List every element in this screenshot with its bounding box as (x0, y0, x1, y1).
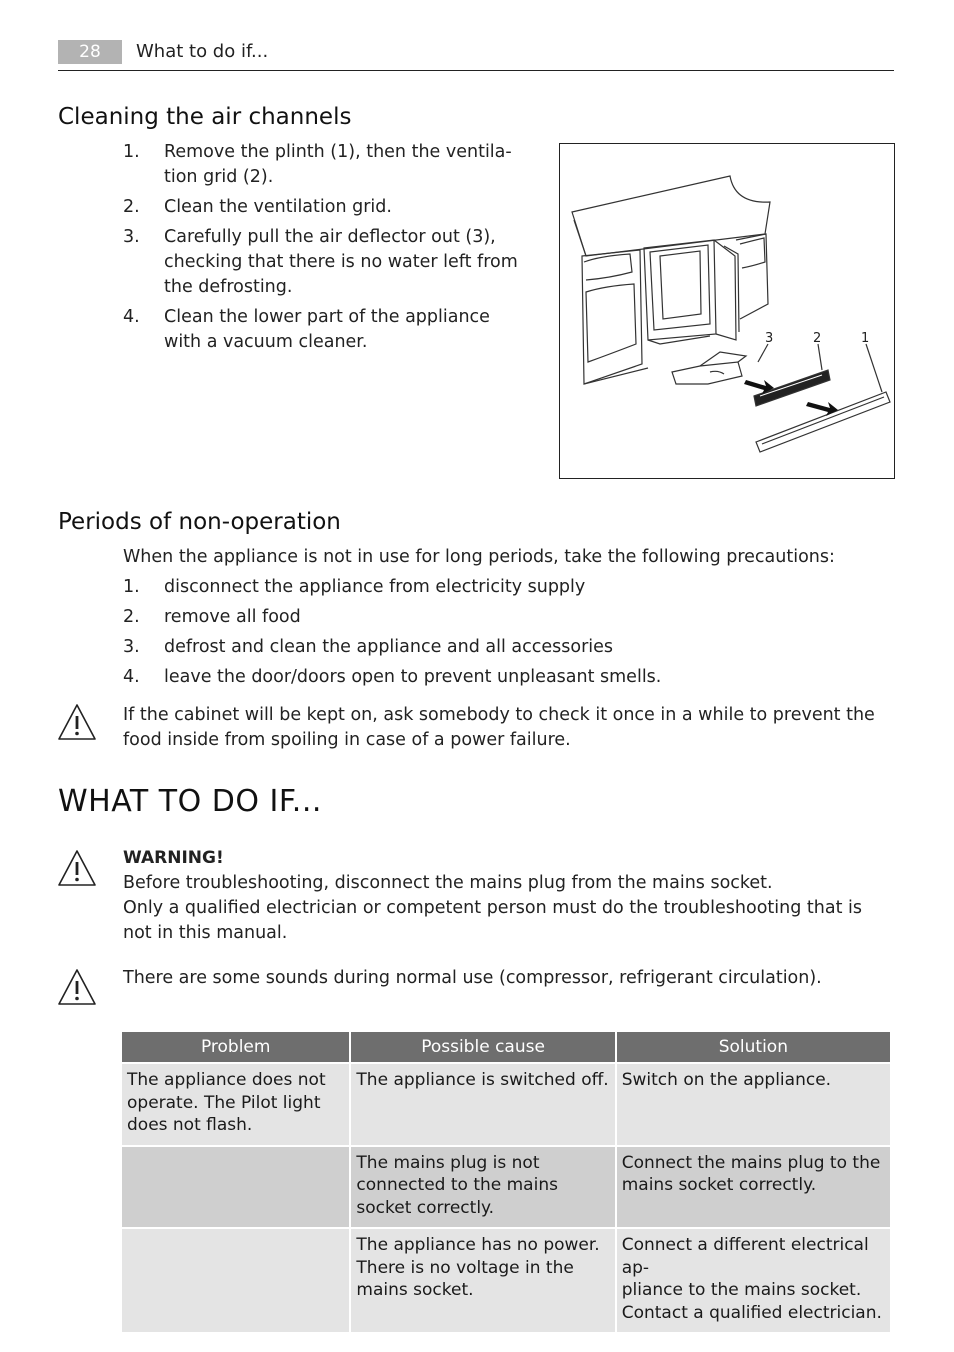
cell-solution: Connect the mains plug to the mains socket correctly. (617, 1147, 890, 1228)
warning-triangle-icon (57, 703, 97, 745)
step-number: 3. (123, 637, 140, 657)
list-item (123, 665, 893, 690)
warning-triangle-icon (57, 968, 97, 1010)
running-title: What to do if... (136, 41, 269, 62)
non-operation-heading: Periods of non-operation (58, 509, 341, 535)
step-number: 2. (123, 607, 140, 627)
list-item (123, 575, 893, 600)
step-text: remove all food (164, 607, 301, 627)
step-number: 2. (123, 197, 140, 217)
column-header-cause: Possible cause (351, 1032, 614, 1062)
column-header-problem: Problem (122, 1032, 349, 1062)
step-text: Clean the lower part of the appliance with a vacuum cleaner. (164, 307, 490, 352)
cell-cause: The appliance has no power. There is no voltage in the mains socket. (351, 1229, 614, 1332)
cell-problem (122, 1229, 349, 1332)
list-item (123, 140, 523, 190)
list-item (123, 305, 523, 355)
figure-label-2: 2 (813, 331, 822, 346)
header-rule (58, 70, 894, 71)
cell-solution: Switch on the appliance. (617, 1064, 890, 1145)
table-row (122, 1229, 890, 1332)
step-number: 1. (123, 142, 140, 162)
table-row (122, 1147, 890, 1228)
cell-solution: Connect a different electrical ap- pliance to the mains socket. Contact a qualified electrician. (617, 1229, 890, 1332)
warning-heading: WARNING! (123, 848, 224, 868)
list-item (123, 635, 893, 660)
list-item (123, 195, 523, 220)
step-number: 4. (123, 667, 140, 687)
warning-triangle-icon (57, 849, 97, 891)
list-item (123, 605, 893, 630)
step-number: 4. (123, 307, 140, 327)
step-number: 1. (123, 577, 140, 597)
sounds-note: There are some sounds during normal use (compressor, refrigerant circulation). (123, 968, 822, 988)
step-text: defrost and clean the appliance and all accessories (164, 637, 614, 657)
warning-line-1: Before troubleshooting, disconnect the mains plug from the mains socket. (123, 873, 773, 893)
step-number: 3. (123, 227, 140, 247)
cell-problem: The appliance does not operate. The Pilot light does not flash. (122, 1064, 349, 1145)
step-text: disconnect the appliance from electricity supply (164, 577, 586, 597)
plinth-diagram (560, 144, 894, 478)
warning-block (123, 846, 893, 946)
non-operation-steps (123, 575, 893, 695)
step-text: Carefully pull the air deflector out (3), checking that there is no water left from the defrosting. (164, 227, 518, 297)
plinth-removal-illustration (559, 143, 895, 479)
list-item (123, 225, 523, 300)
figure-label-3: 3 (765, 331, 774, 346)
non-operation-intro: When the appliance is not in use for long periods, take the following precautions: (123, 547, 835, 567)
troubleshooting-table (120, 1030, 892, 1334)
page-number: 28 (58, 40, 122, 64)
figure-label-1: 1 (861, 331, 870, 346)
cell-cause: The appliance is switched off. (351, 1064, 614, 1145)
cleaning-heading: Cleaning the air channels (58, 104, 352, 130)
non-operation-note: If the cabinet will be kept on, ask somebody to check it once in a while to prevent the food inside from spoiling in case of a power failure. (123, 705, 875, 750)
cell-cause: The mains plug is not connected to the mains socket correctly. (351, 1147, 614, 1228)
step-text: Remove the plinth (1), then the ventila- tion grid (2). (164, 142, 512, 187)
table-header-row (122, 1032, 890, 1062)
table-row (122, 1064, 890, 1145)
column-header-solution: Solution (617, 1032, 890, 1062)
cleaning-steps (123, 140, 523, 360)
warning-line-2: Only a qualified electrician or competent person must do the troubleshooting that is not in this manual. (123, 898, 862, 943)
cell-problem (122, 1147, 349, 1228)
step-text: leave the door/doors open to prevent unpleasant smells. (164, 667, 662, 687)
step-text: Clean the ventilation grid. (164, 197, 392, 217)
section-title: WHAT TO DO IF... (58, 784, 322, 819)
